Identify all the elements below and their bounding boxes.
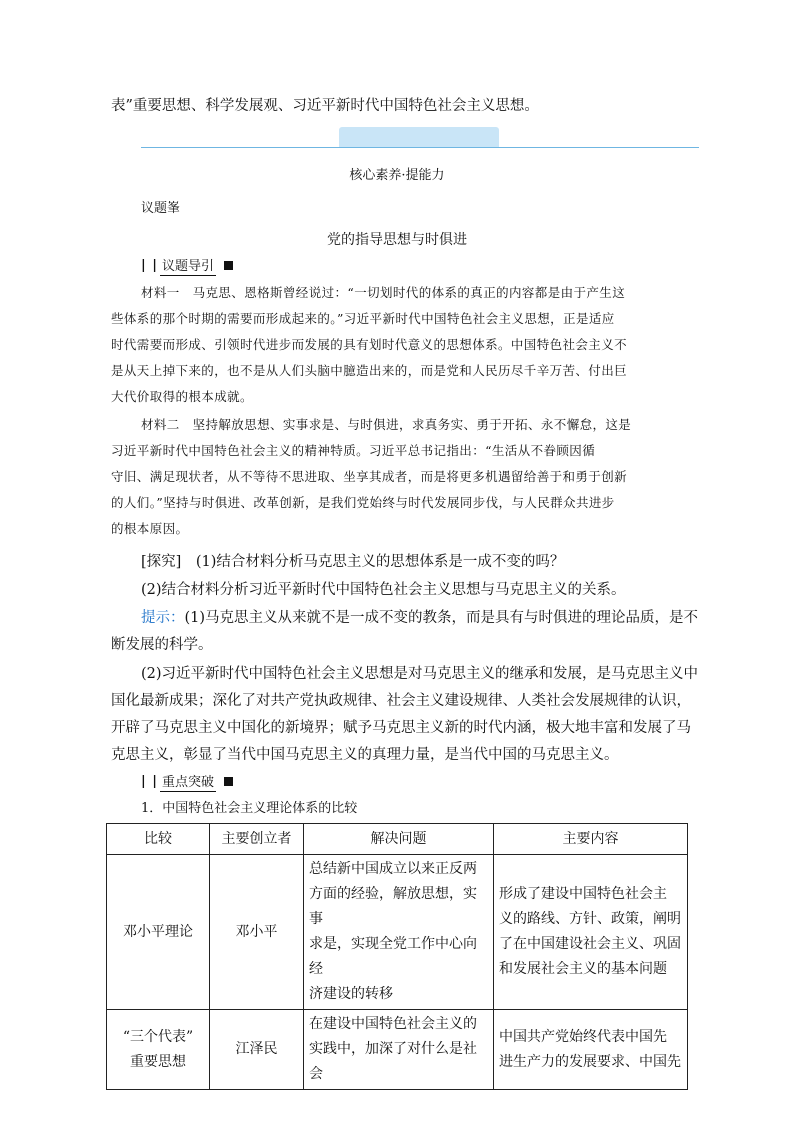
content-cell [494,1010,688,1090]
cell-line: 重要思想 [130,1053,186,1070]
table-header-cell: 主要内容 [494,824,688,855]
focus-heading [141,771,233,792]
founder-cell: 江泽民 [210,1010,304,1090]
founder-cell: 邓小平 [210,855,304,1010]
table-header-cell: 比较 [107,824,210,855]
material-line: 大代价取得的根本成就。 [111,389,253,404]
topic-label: 议题峯 [141,201,181,216]
table-header-row [107,824,688,855]
hint-line: 国化最新成果；深化了对共产党执政规律、社会主义建设规律、人类社会发展规律的认识， [111,693,691,709]
problem-cell [304,1010,494,1090]
continued-text-line: 表”重要思想、科学发展观、习近平新时代中国特色社会主义思想。 [111,98,539,114]
cell-line: 实践中，加深了对什么是社会 [309,1041,477,1082]
topic-title: 党的指导思想与时俱进 [327,232,467,248]
hint-line: 断发展的科学。 [111,637,213,653]
bar-marker-icon: | | [141,258,158,273]
problem-cell [304,855,494,1010]
theory-name-cell [107,1010,210,1090]
material-line: 的人们。”坚持与时俱进、改革创新，是我们党始终与时代发展同步伐，与人民群众共进步 [111,495,615,510]
material-line: 的根本原因。 [111,521,189,536]
cell-line: 济建设的转移 [309,986,393,1002]
guide-heading [141,255,233,276]
cell-line: 进生产力的发展要求、中国先 [499,1053,681,1070]
black-square-icon [224,777,233,786]
bar-marker-icon: | | [141,774,158,789]
cell-line: 求是，实现全党工作中心向经 [309,936,477,977]
explore-question: [探究] (1)结合材料分析马克思主义的思想体系是一成不变的吗？ [141,554,565,570]
material-line: 材料一 马克思、恩格斯曾经说过：“一切划时代的体系的真正的内容都是由于产生这 [141,285,626,300]
section-tab-decoration [339,127,499,147]
content-cell [494,855,688,1010]
cell-line: 方面的经验，解放思想，实事 [309,886,477,927]
list-heading: 1．中国特色社会主义理论体系的比较 [141,801,358,816]
explore-question: (2)结合材料分析习近平新时代中国特色社会主义思想与马克思主义的关系。 [141,582,626,598]
hint-line: (2)习近平新时代中国特色社会主义思想是对马克思主义的继承和发展，是马克思主义中 [141,666,699,682]
material-line: 守旧、满足现状者，从不等待不思进取、坐享其成者，而是将更多机遇留给善于和勇于创新 [111,469,628,484]
hint-line [141,606,698,627]
comparison-table [106,823,688,1090]
table-row [107,855,688,1010]
table-row [107,1010,688,1090]
cell-line: 在建设中国特色社会主义的 [309,1016,477,1032]
material-line: 些体系的那个时期的需要而形成起来的。”习近平新时代中国特色社会主义思想，正是适应 [111,311,615,326]
material-line: 是从天上掉下来的，也不是从人们头脑中臆造出来的，而是党和人民历尽千辛万苦、付出巨 [111,363,628,378]
material-line: 材料二 坚持解放思想、实事求是、与时俱进，求真务实、勇于开拓、永不懈怠，这是 [141,417,632,432]
black-square-icon [224,261,233,270]
material-line: 习近平新时代中国特色社会主义的精神特质。习近平总书记指出：“生活从不眷顾因循 [111,443,596,458]
table-header-cell: 主要创立者 [210,824,304,855]
cell-line: 总结新中国成立以来正反两 [309,861,477,877]
table-header-cell: 解决问题 [304,824,494,855]
material-line: 时代需要而形成、引领时代进步而发展的具有划时代意义的思想体系。中国特色社会主义不 [111,337,628,352]
cell-line: 义的路线、方针、政策，阐明 [499,911,681,927]
section-divider [141,147,699,148]
hint-line: 克思主义，彰显了当代中国马克思主义的真理力量，是当代中国的马克思主义。 [111,747,619,763]
focus-heading-label: 重点突破 [160,771,216,792]
cell-line: 了在中国建设社会主义、巩固 [499,936,681,952]
hint-text: (1)马克思主义从来就不是一成不变的教条，而是具有与时俱进的理论品质，是不 [184,610,699,626]
cell-line: 中国共产党始终代表中国先 [499,1028,667,1045]
cell-line: 和发展社会主义的基本问题 [499,961,667,977]
theory-name-cell: 邓小平理论 [107,855,210,1010]
cell-line: “三个代表” [122,1028,194,1045]
section-title: 核心素养·提能力 [349,168,445,183]
hint-line: 开辟了马克思主义中国化的新境界；赋予马克思主义新的时代内涵，极大地丰富和发展了马 [111,720,691,736]
guide-heading-label: 议题导引 [160,255,216,276]
hint-label: 提示： [141,610,185,626]
cell-line: 形成了建设中国特色社会主 [499,886,667,902]
